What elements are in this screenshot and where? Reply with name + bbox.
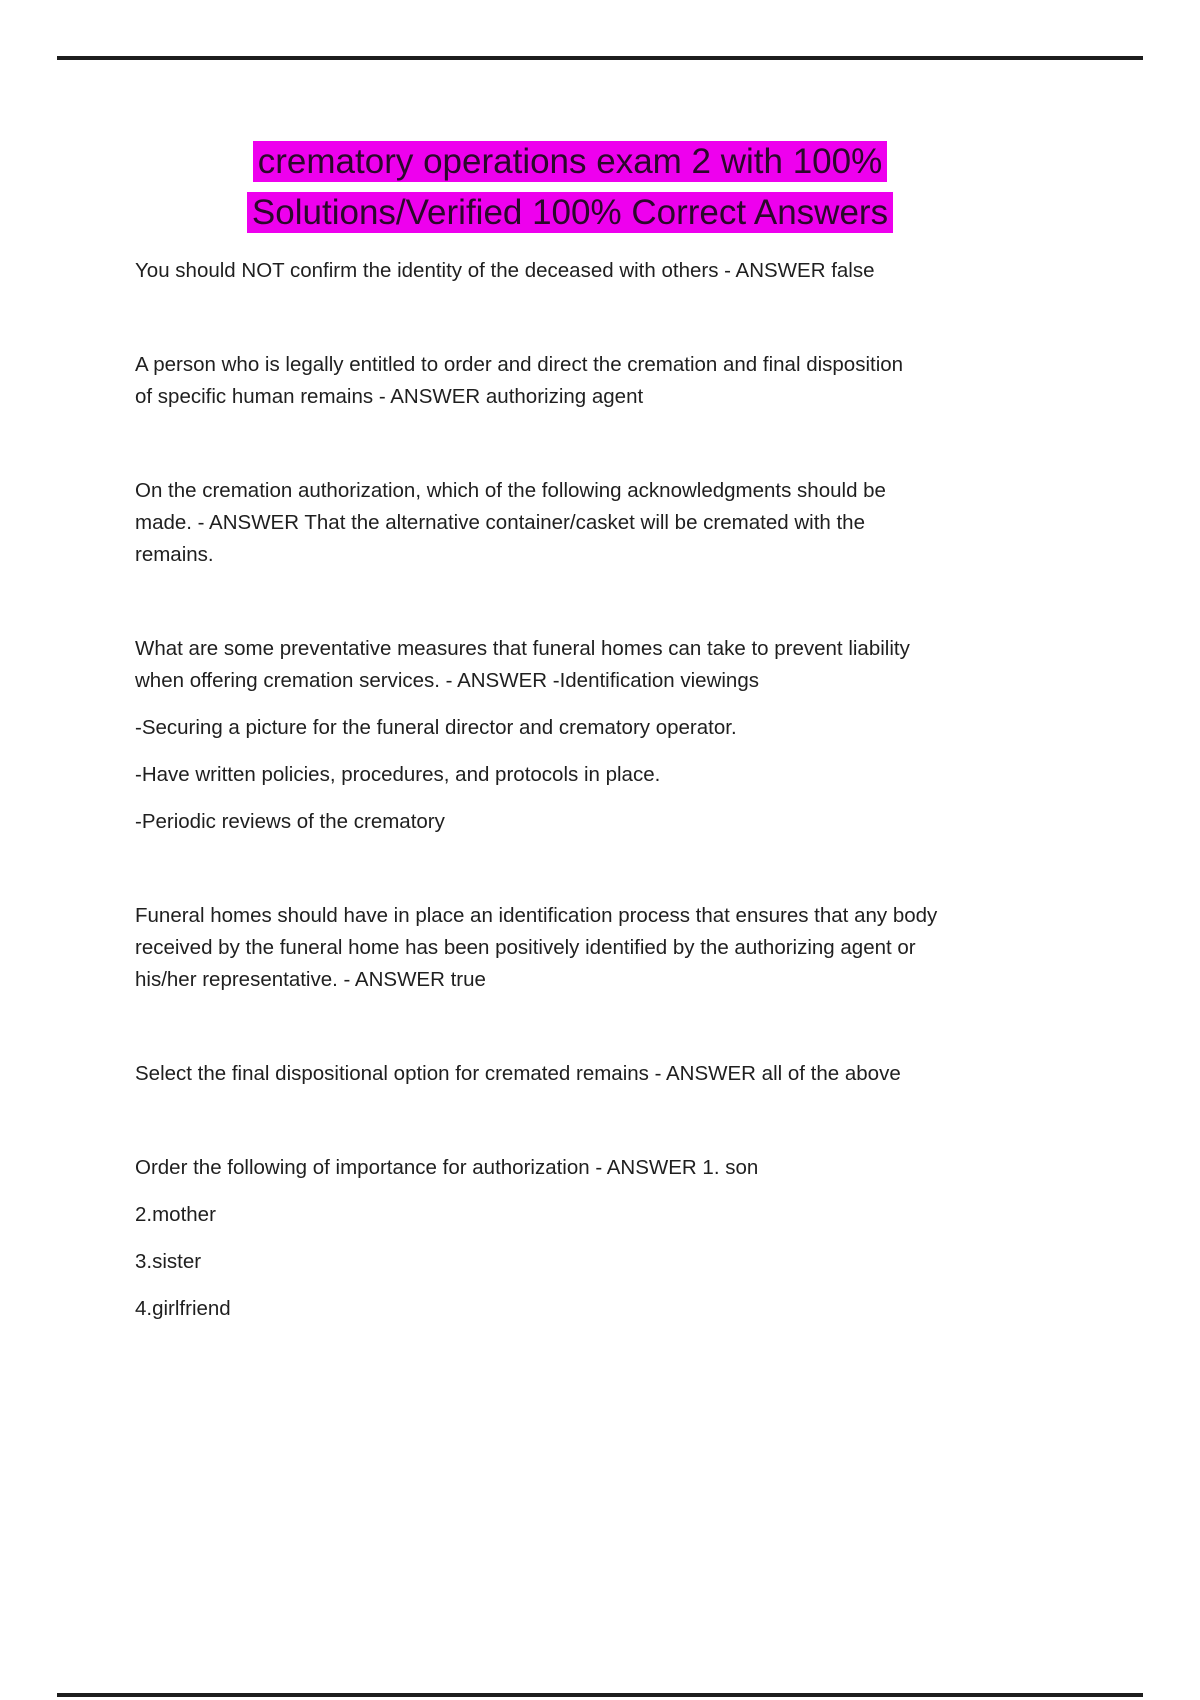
text-line: when offering cremation services. - ANSWER -Identification viewings [135, 669, 759, 692]
qa-block [135, 900, 1155, 996]
paragraph [135, 255, 1155, 287]
paragraph [135, 475, 1155, 571]
text-line: 2.mother [135, 1203, 216, 1226]
text-line: of specific human remains - ANSWER authorizing agent [135, 385, 644, 408]
paragraph [135, 759, 1155, 791]
text-line: Funeral homes should have in place an identification process that ensures that any body [135, 904, 938, 927]
text-line: -Securing a picture for the funeral director and crematory operator. [135, 716, 737, 739]
text-line: -Periodic reviews of the crematory [135, 810, 445, 833]
paragraph [135, 1246, 1155, 1278]
text-line: 3.sister [135, 1250, 202, 1273]
text-line: remains. [135, 543, 214, 566]
text-line: 4.girlfriend [135, 1297, 231, 1320]
top-horizontal-rule [57, 56, 1143, 60]
bottom-horizontal-rule [57, 1693, 1143, 1697]
text-line: Order the following of importance for authorization - ANSWER 1. son [135, 1156, 759, 1179]
paragraph [135, 1152, 1155, 1184]
qa-block [135, 1058, 1155, 1090]
paragraph [135, 1199, 1155, 1231]
page-title-line-1 [0, 136, 1140, 187]
text-line: What are some preventative measures that funeral homes can take to prevent liability [135, 637, 910, 660]
paragraph [135, 1058, 1155, 1090]
text-line: A person who is legally entitled to order and direct the cremation and final disposition [135, 353, 904, 376]
text-line: On the cremation authorization, which of the following acknowledgments should be [135, 479, 886, 502]
highlighted-title-text-2: Solutions/Verified 100% Correct Answers [247, 192, 893, 233]
page-title-line-2 [0, 187, 1140, 238]
paragraph [135, 900, 1155, 996]
text-line: received by the funeral home has been positively identified by the authorizing agent or [135, 936, 916, 959]
qa-block [135, 349, 1155, 413]
qa-block [135, 1152, 1155, 1325]
paragraph [135, 1293, 1155, 1325]
highlighted-title-text-1: crematory operations exam 2 with 100% [253, 141, 887, 182]
paragraph [135, 349, 1155, 413]
qa-block [135, 633, 1155, 838]
text-line: made. - ANSWER That the alternative container/casket will be cremated with the [135, 511, 865, 534]
text-line: Select the final dispositional option for cremated remains - ANSWER all of the above [135, 1062, 901, 1085]
document-body [135, 255, 1155, 1387]
text-line: his/her representative. - ANSWER true [135, 968, 486, 991]
paragraph [135, 633, 1155, 697]
qa-block [135, 475, 1155, 571]
text-line: You should NOT confirm the identity of the deceased with others - ANSWER false [135, 259, 875, 282]
page-title [0, 136, 1140, 238]
paragraph [135, 712, 1155, 744]
qa-block [135, 255, 1155, 287]
text-line: -Have written policies, procedures, and protocols in place. [135, 763, 661, 786]
paragraph [135, 806, 1155, 838]
